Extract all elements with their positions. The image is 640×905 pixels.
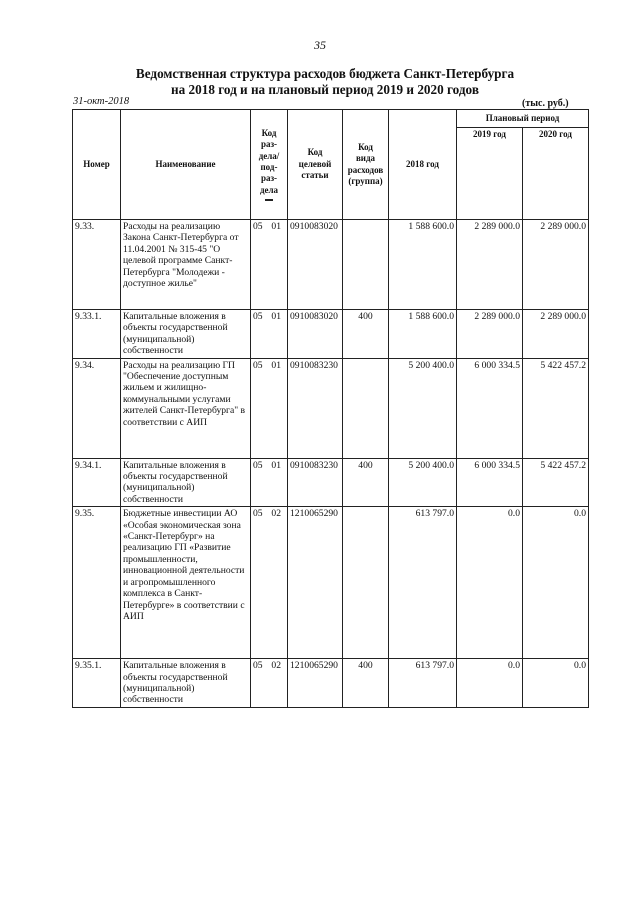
row-expense-type: 400 xyxy=(343,458,389,507)
row-amount-2019: 0.0 xyxy=(457,659,523,708)
row-amount-2020: 0.0 xyxy=(523,659,589,708)
budget-table xyxy=(72,109,589,708)
page-number: 35 xyxy=(314,38,326,52)
table-row xyxy=(73,458,589,507)
row-amount-2018: 5 200 400.0 xyxy=(389,358,457,458)
row-amount-2019: 0.0 xyxy=(457,507,523,659)
row-target-code: 1210065290 xyxy=(288,659,343,708)
row-amount-2020: 5 422 457.2 xyxy=(523,358,589,458)
subsection: 01 xyxy=(271,311,281,322)
section: 05 xyxy=(253,508,263,520)
subsection: 02 xyxy=(271,508,281,520)
row-number: 9.35.1. xyxy=(73,659,121,708)
table-row xyxy=(73,659,589,708)
row-amount-2018: 1 588 600.0 xyxy=(389,220,457,310)
subsection: 01 xyxy=(271,221,281,232)
row-section-code xyxy=(251,507,288,659)
row-section-code xyxy=(251,458,288,507)
section_code-line: Код xyxy=(261,127,277,138)
section_code-line: дела xyxy=(259,184,279,195)
row-target-code: 0910083020 xyxy=(288,220,343,310)
row-number: 9.34. xyxy=(73,358,121,458)
row-expense-type xyxy=(343,220,389,310)
document-title xyxy=(60,66,590,98)
target_code-line: Код xyxy=(307,147,323,158)
row-amount-2020: 2 289 000.0 xyxy=(523,310,589,359)
table-row xyxy=(73,507,589,659)
row-expense-type xyxy=(343,507,389,659)
section_code-line: раз- xyxy=(260,173,278,184)
document-date: 31-окт-2018 xyxy=(73,96,130,107)
expense_type-line: расходов xyxy=(347,164,384,175)
row-name: Расходы на реализацию Закона Санкт-Петербурга от 11.04.2001 № 315-45 "О целевой программе Санкт-Петербурга "Молодежи - доступное жилье" xyxy=(121,220,251,310)
row-expense-type xyxy=(343,358,389,458)
row-amount-2020: 2 289 000.0 xyxy=(523,220,589,310)
header-target-code xyxy=(288,110,343,220)
row-target-code: 0910083230 xyxy=(288,458,343,507)
row-target-code: 0910083230 xyxy=(288,358,343,458)
section: 05 xyxy=(253,660,263,672)
expense_type-line: (группа) xyxy=(348,175,383,186)
row-amount-2020: 0.0 xyxy=(523,507,589,659)
subsection: 01 xyxy=(271,459,281,471)
row-target-code: 1210065290 xyxy=(288,507,343,659)
row-number: 9.33.1. xyxy=(73,310,121,359)
units-label: (тыс. руб.) xyxy=(522,98,569,109)
row-section-code xyxy=(251,310,288,359)
row-name: Бюджетные инвестиции АО «Особая экономическая зона «Санкт-Петербург» на реализацию ГП «Развитие промышленности, инновационной деятельности и агропромышленного комплекса в Санкт-Петербурге» в соответствии с АИП xyxy=(121,507,251,659)
row-amount-2020: 5 422 457.2 xyxy=(523,458,589,507)
subsection: 01 xyxy=(271,359,281,371)
table-row xyxy=(73,310,589,359)
header-year-2019: 2019 год xyxy=(457,128,523,220)
row-amount-2019: 6 000 334.5 xyxy=(457,358,523,458)
header-planned-period: Плановый период xyxy=(457,110,589,128)
header-name: Наименование xyxy=(121,110,251,220)
expense_type-line: вида xyxy=(355,153,376,164)
table-row xyxy=(73,220,589,310)
row-expense-type: 400 xyxy=(343,659,389,708)
row-section-code xyxy=(251,220,288,310)
header-row-1 xyxy=(73,110,589,128)
header-number: Номер xyxy=(73,110,121,220)
section_code-line: раз- xyxy=(260,139,278,150)
section: 05 xyxy=(253,311,263,322)
header-year-2020: 2020 год xyxy=(523,128,589,220)
section_code-line: дела/ xyxy=(258,150,280,161)
row-amount-2019: 2 289 000.0 xyxy=(457,310,523,359)
row-name: Расходы на реализацию ГП "Обеспечение доступным жильем и жилищно-коммунальными услугами жителей Санкт-Петербурга" в соответствии с АИП xyxy=(121,358,251,458)
row-amount-2019: 2 289 000.0 xyxy=(457,220,523,310)
table-row xyxy=(73,358,589,458)
row-amount-2018: 5 200 400.0 xyxy=(389,458,457,507)
title-line-2: на 2018 год и на плановый период 2019 и 2020 годов xyxy=(171,82,479,97)
subsection: 02 xyxy=(271,660,281,672)
title-line-1: Ведомственная структура расходов бюджета Санкт-Петербурга xyxy=(135,66,515,81)
row-name: Капитальные вложения в объекты государственной (муниципальной) собственности xyxy=(121,458,251,507)
header-year-2018: 2018 год xyxy=(389,110,457,220)
row-number: 9.35. xyxy=(73,507,121,659)
row-amount-2018: 613 797.0 xyxy=(389,659,457,708)
row-number: 9.33. xyxy=(73,220,121,310)
section: 05 xyxy=(253,221,263,232)
row-number: 9.34.1. xyxy=(73,458,121,507)
row-amount-2019: 6 000 334.5 xyxy=(457,458,523,507)
row-section-code xyxy=(251,659,288,708)
row-name: Капитальные вложения в объекты государственной (муниципальной) собственности xyxy=(121,310,251,359)
row-section-code xyxy=(251,358,288,458)
target_code-line: статьи xyxy=(301,170,329,181)
row-target-code: 0910083020 xyxy=(288,310,343,359)
expense_type-line: Код xyxy=(358,141,373,152)
target_code-line: целевой xyxy=(298,158,332,169)
header-section-code xyxy=(251,110,288,220)
section: 05 xyxy=(253,459,263,471)
section: 05 xyxy=(253,359,263,371)
dash-mark xyxy=(265,199,273,201)
row-expense-type: 400 xyxy=(343,310,389,359)
row-name: Капитальные вложения в объекты государственной (муниципальной) собственности xyxy=(121,659,251,708)
row-amount-2018: 613 797.0 xyxy=(389,507,457,659)
section_code-line: под- xyxy=(260,162,278,172)
row-amount-2018: 1 588 600.0 xyxy=(389,310,457,359)
header-expense-type xyxy=(343,110,389,220)
